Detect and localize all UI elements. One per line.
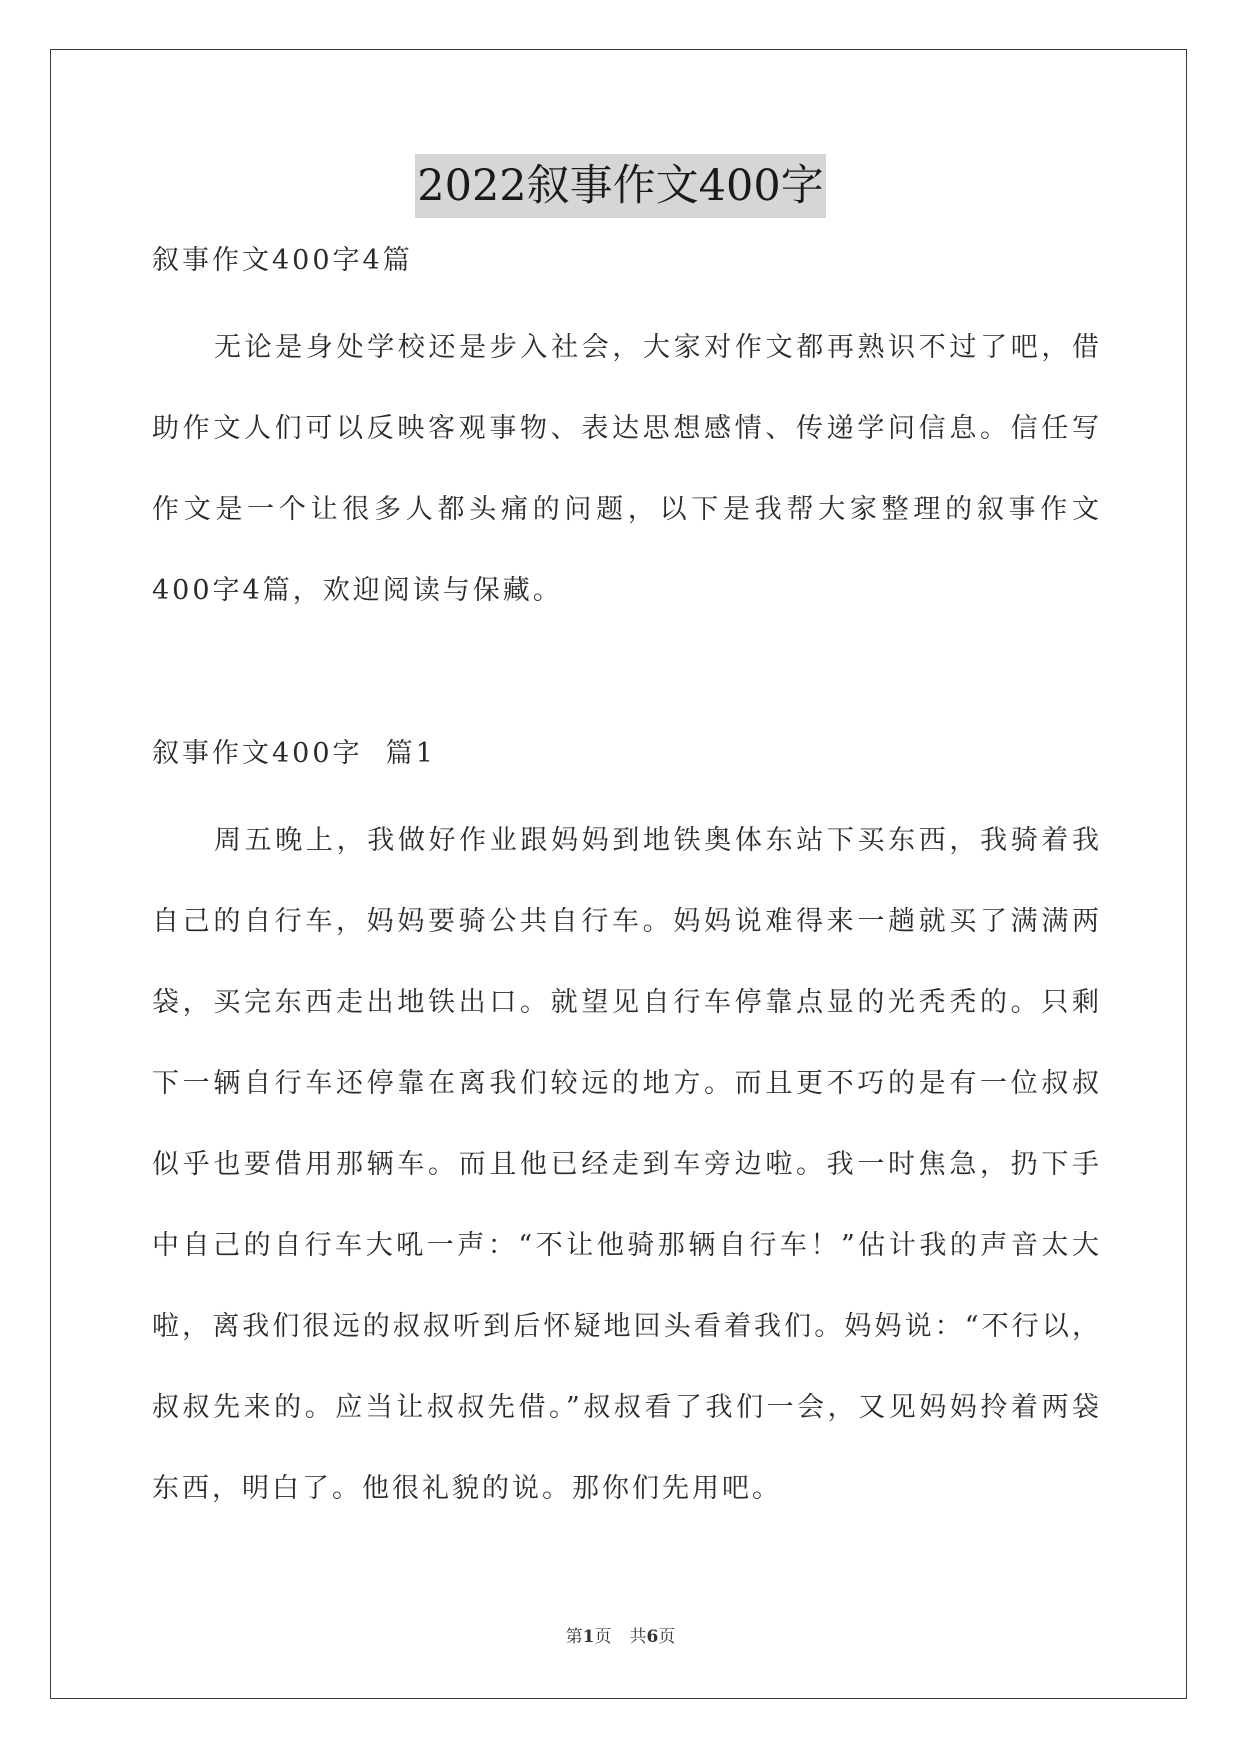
page-suffix: 页: [594, 1627, 612, 1647]
document-title: 2022叙事作文400字: [415, 154, 826, 218]
page-footer: [0, 1622, 1241, 1647]
total-suffix: 页: [658, 1627, 676, 1647]
total-page-number: 6: [646, 1627, 659, 1647]
page-prefix: 第: [565, 1627, 583, 1647]
article-paragraph: 周五晚上，我做好作业跟妈妈到地铁奥体东站下买东西，我骑着我自己的自行车，妈妈要骑公共自行车。妈妈说难得来一趟就买了满满两袋，买完东西走出地铁出口。就望见自行车停靠点显的光秃秃的。只剩下一辆自行车还停靠在离我们较远的地方。而且更不巧的是有一位叔叔似乎也要借用那辆车。而且他已经走到车旁边啦。我一时焦急，扔下手中自己的自行车大吼一声：“不让他骑那辆自行车！”估计我的声音太大啦，离我们很远的叔叔听到后怀疑地回头看着我们。妈妈说：“不行以，叔叔先来的。应当让叔叔先借。”叔叔看了我们一会，又见妈妈拎着两袋东西，明白了。他很礼貌的说。那你们先用吧。: [152, 825, 1102, 1504]
title-container: [0, 154, 1241, 218]
article-heading: 叙事作文400字 篇1: [152, 738, 436, 769]
intro-paragraph: 无论是身处学校还是步入社会，大家对作文都再熟识不过了吧，借助作文人们可以反映客观事物、表达思想感情、传递学问信息。信任写作文是一个让很多人都头痛的问题，以下是我帮大家整理的叙事作文400字4篇，欢迎阅读与保藏。: [152, 332, 1102, 606]
document-body: [152, 236, 1102, 1529]
current-page-number: 1: [582, 1627, 595, 1647]
total-prefix: 共: [629, 1627, 647, 1647]
section-heading: 叙事作文400字4篇: [152, 245, 413, 276]
